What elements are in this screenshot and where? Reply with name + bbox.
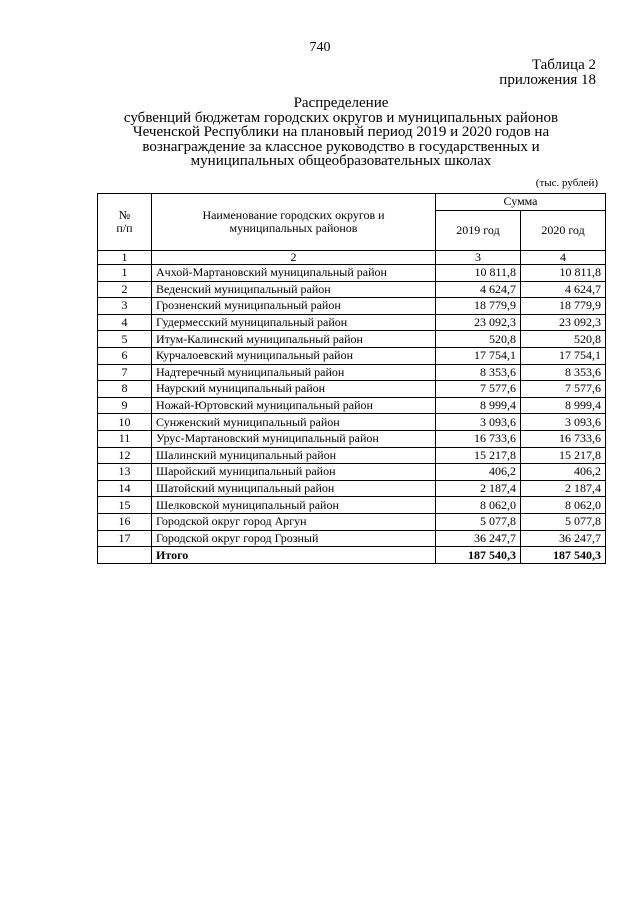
row-number: 15 [98,497,152,514]
row-value-2019: 3 093,6 [436,414,521,431]
row-name: Шалинский муниципальный район [152,447,436,464]
table-row [98,530,606,547]
row-value-2020: 3 093,6 [521,414,606,431]
row-number: 14 [98,480,152,497]
column-number: 4 [521,251,606,265]
row-number: 7 [98,364,152,381]
header-num-line1: № [118,208,131,222]
column-number: 1 [98,251,152,265]
row-value-2019: 17 754,1 [436,347,521,364]
row-number: 16 [98,513,152,530]
header-2020: 2020 год [521,210,606,250]
row-name: Шатойский муниципальный район [152,480,436,497]
row-number: 9 [98,397,152,414]
row-name: Грозненский муниципальный район [152,298,436,315]
row-name: Ножай-Юртовский муниципальный район [152,397,436,414]
table-row [98,364,606,381]
row-value-2019: 7 577,6 [436,381,521,398]
row-number: 12 [98,447,152,464]
row-value-2019: 8 353,6 [436,364,521,381]
row-name: Курчалоевский муниципальный район [152,347,436,364]
column-number: 3 [436,251,521,265]
row-value-2019: 520,8 [436,331,521,348]
row-value-2019: 36 247,7 [436,530,521,547]
header-name [152,194,436,251]
row-name: Надтеречный муниципальный район [152,364,436,381]
row-value-2020: 8 353,6 [521,364,606,381]
row-value-2020: 8 999,4 [521,397,606,414]
row-value-2020: 18 779,9 [521,298,606,315]
row-value-2019: 10 811,8 [436,265,521,282]
table-row [98,497,606,514]
row-number: 8 [98,381,152,398]
title-line3: Чеченской Республики на плановый период 2019 и 2020 годов на [132,124,550,140]
row-value-2020: 10 811,8 [521,265,606,282]
row-value-2019: 8 999,4 [436,397,521,414]
row-value-2020: 2 187,4 [521,480,606,497]
row-name: Шелковской муниципальный район [152,497,436,514]
row-number: 1 [98,265,152,282]
row-name: Городской округ город Аргун [152,513,436,530]
row-value-2019: 2 187,4 [436,480,521,497]
row-value-2020: 4 624,7 [521,281,606,298]
table-row [98,447,606,464]
row-value-2019: 23 092,3 [436,314,521,331]
row-number: 3 [98,298,152,315]
subvention-table [97,193,606,564]
row-name: Шаройский муниципальный район [152,464,436,481]
row-value-2019: 18 779,9 [436,298,521,315]
total-value-2019: 187 540,3 [436,547,521,564]
header-name-line2: муниципальных районов [229,221,358,235]
row-number: 2 [98,281,152,298]
row-number: 4 [98,314,152,331]
total-row [98,547,606,564]
table-row [98,464,606,481]
table-row [98,480,606,497]
title-line4: вознаграждение за классное руководство в государственных и [142,138,540,155]
table-row [98,331,606,348]
row-number: 10 [98,414,152,431]
row-number: 13 [98,464,152,481]
row-number: 6 [98,347,152,364]
row-name: Веденский муниципальный район [152,281,436,298]
row-value-2020: 7 577,6 [521,381,606,398]
title-line2: субвенций бюджетам городских округов и муниципальных районов [123,109,559,126]
row-name: Наурский муниципальный район [152,381,436,398]
row-value-2019: 406,2 [436,464,521,481]
table-row [98,430,606,447]
row-value-2020: 5 077,8 [521,513,606,530]
row-number: 17 [98,530,152,547]
total-num-cell [98,547,152,564]
row-name: Ачхой-Мартановский муниципальный район [152,265,436,282]
row-value-2019: 15 217,8 [436,447,521,464]
row-name: Сунженский муниципальный район [152,414,436,431]
table-row [98,298,606,315]
row-name: Итум-Калинский муниципальный район [152,331,436,348]
row-name: Урус-Мартановский муниципальный район [152,430,436,447]
row-value-2020: 17 754,1 [521,347,606,364]
header-num [98,194,152,251]
table-row [98,265,606,282]
document-title [96,96,586,169]
table-ref-line2: приложения 18 [499,72,596,88]
row-value-2019: 8 062,0 [436,497,521,514]
row-value-2020: 36 247,7 [521,530,606,547]
header-name-line1: Наименование городских округов и [202,208,385,222]
row-value-2019: 5 077,8 [436,513,521,530]
row-value-2020: 15 217,8 [521,447,606,464]
units-label: (тыс. рублей) [535,177,598,189]
header-num-line2: п/п [116,221,133,235]
page-number: 740 [309,40,331,55]
row-name: Городской округ город Грозный [152,530,436,547]
table-reference [499,58,596,88]
column-number-row [98,251,606,265]
table-row [98,414,606,431]
table-row [98,347,606,364]
title-line5: муниципальных общеобразовательных школах [190,153,492,169]
row-number: 11 [98,430,152,447]
column-number: 2 [152,251,436,265]
table-row [98,513,606,530]
header-2019: 2019 год [436,210,521,250]
table-ref-line1: Таблица 2 [531,57,596,73]
row-value-2020: 16 733,6 [521,430,606,447]
row-name: Гудермесский муниципальный район [152,314,436,331]
row-value-2020: 406,2 [521,464,606,481]
table-row [98,381,606,398]
table-row [98,397,606,414]
total-label: Итого [152,547,436,564]
row-number: 5 [98,331,152,348]
total-value-2020: 187 540,3 [521,547,606,564]
row-value-2019: 16 733,6 [436,430,521,447]
row-value-2019: 4 624,7 [436,281,521,298]
header-row-top [98,194,606,211]
title-line1: Распределение [293,95,389,111]
header-sum: Сумма [436,194,606,211]
row-value-2020: 520,8 [521,331,606,348]
row-value-2020: 8 062,0 [521,497,606,514]
table-row [98,314,606,331]
table-row [98,281,606,298]
row-value-2020: 23 092,3 [521,314,606,331]
